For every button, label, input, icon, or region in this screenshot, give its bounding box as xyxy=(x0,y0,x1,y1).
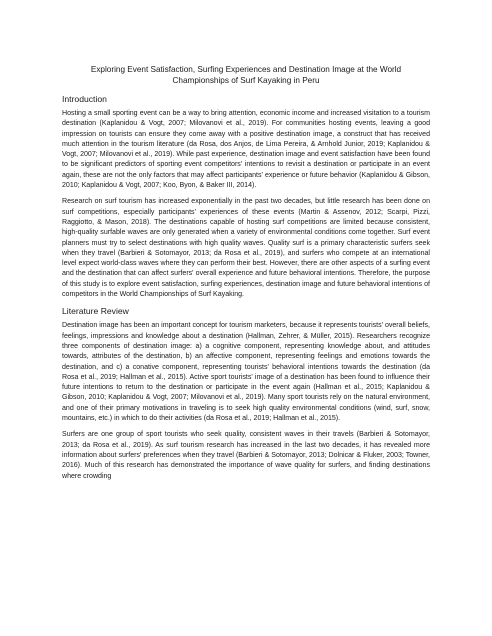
introduction-paragraph-2: Research on surf tourism has increased exponentially in the past two decades, but little research has been done on surf competitions, especially participants' experiences of these events (Martin & Assenov, 2012; Scarpi, Pizzi, Raggiotto, & Mason, 2018). The destinations capable of hosting surf competitions are limited because consistent, high-quality surfable waves are only generated when a variety of environmental conditions come together. Surf event planners must try to select destinations with high quality waves. Quality surf is a primary characteristic surfers seek when they travel (Barbieri & Sotomayor, 2013; da Rosa et al., 2019), and surfers who compete at an international level expect world-class waves where they can perform their best. However, there are other aspects of a surfing event and the destination that can affect surfers' overall experience and future behavioral intentions. Therefore, the purpose of this study is to explore event satisfaction, surfing experiences, destination image and future behavioral intentions of competitors in the World Championships of Surf Kayaking. xyxy=(62,198,430,299)
introduction-paragraph-1: Hosting a small sporting event can be a way to bring attention, economic income and increased visitation to a tourism destination (Kaplanidou & Vogt, 2007; Milovanovi et al., 2019). For communities hosting events, leaving a good impression on tourists can ensure they come away with a positive destination image, a construct that has received much attention in the tourism literature (da Rosa, dos Anjos, de Lima Pereira, & Arnhold Junior, 2019; Kaplanidou & Vogt, 2007; Milovanovi et al., 2019). While past experience, destination image and event satisfaction have been found to be significant predictors of sporting event competitors' intentions to revisit a destination or participate in an event again, these are not the only factors that may affect participants' experience or future behavior (Kaplanidou & Gibson, 2010; Kaplanidou & Vogt, 2007; Koo, Byon, & Baker III, 2014). xyxy=(62,110,430,190)
literature-review-paragraph-1: Destination image has been an important concept for tourism marketers, because it represents tourists' overall beliefs, feelings, impressions and knowledge about a destination (Hallman, Zehrer, & Müller, 2015). Researchers recognize three components of destination image: a) a cognitive component, representing knowledge about, and attitudes towards, attributes of the destination, b) an affective component, representing feelings and emotions towards the destination, and c) a conative component, representing tourists' behavioral intentions towards the destination (da Rosa et al., 2019; Hallman et al., 2015). Active sport tourists' image of a destination has been found to influence their future intentions to return to the destination or participate in the event again (Hallman et al., 2015; Kaplanidou & Gibson, 2010; Kaplanidou & Vogt, 2007; Milovanovi et al., 2019). Many sport tourists rely on the natural environment, and one of their primary motivations in traveling is to seek high quality environmental conditions (wind, surf, snow, mountains, etc.) in which to do their activities (da Rosa et al., 2019; Hallman et al., 2015). xyxy=(62,322,430,423)
paper-title-line-2: Championships of Surf Kayaking in Peru xyxy=(172,76,320,85)
literature-review-paragraph-2: Surfers are one group of sport tourists who seek quality, consistent waves in their travels (Barbieri & Sotomayor, 2013; da Rosa et al., 2019). As surf tourism research has increased in the last two decades, it has revealed more information about surfers' preferences when they travel (Barbieri & Sotomayor, 2013; Dolnicar & Fluker, 2003; Towner, 2016). Much of this research has demonstrated the importance of wave quality for surfers, and finding destinations where crowding xyxy=(62,431,430,480)
paper-title-line-1: Exploring Event Satisfaction, Surfing Experiences and Destination Image at the World xyxy=(90,65,402,74)
literature-review-section xyxy=(62,306,430,481)
paper-title xyxy=(62,64,430,86)
literature-review-heading: Literature Review xyxy=(62,306,129,317)
introduction-heading: Introduction xyxy=(62,94,107,104)
introduction-section xyxy=(62,94,430,300)
